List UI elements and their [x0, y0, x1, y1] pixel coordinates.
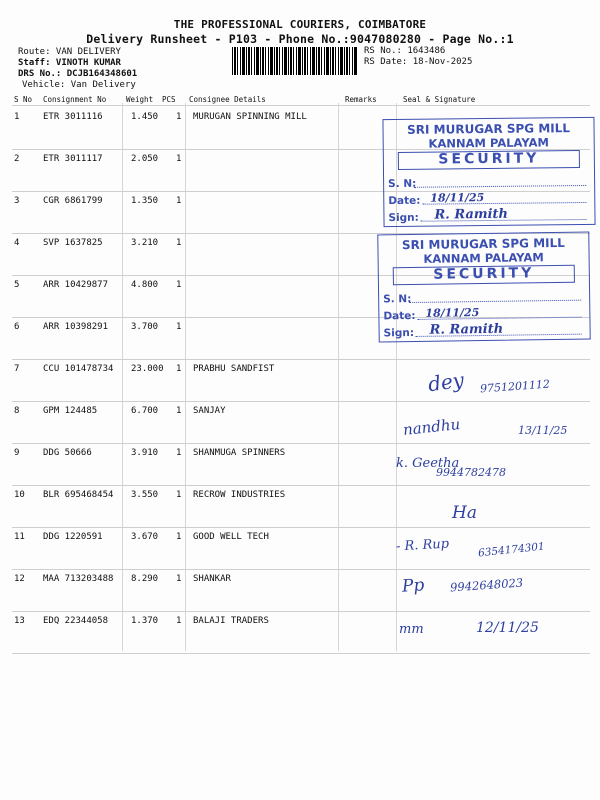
row-weight: 8.290: [131, 574, 159, 584]
row-sno: 12: [14, 574, 25, 584]
row-consignment: GPM 124485: [43, 406, 98, 416]
handwritten-signature: dey: [426, 367, 466, 397]
handwritten-date: 13/11/25: [518, 424, 568, 437]
row-consignment: SVP 1637825: [43, 238, 103, 248]
stamp-mill-name: SRI MURUGAR SPG MILL: [407, 121, 571, 137]
row-sno: 11: [14, 532, 25, 542]
stamp-location: KANNAM PALAYAM: [423, 250, 544, 266]
row-weight: 3.550: [131, 490, 159, 500]
row-consignment: CCU 101478734: [43, 364, 114, 374]
stamp-date-label: Date:: [388, 194, 421, 208]
stamp-location: KANNAM PALAYAM: [428, 135, 549, 151]
row-pcs: 1: [176, 406, 182, 416]
row-rule: [12, 653, 590, 654]
row-consignment: MAA 713203488: [43, 574, 114, 584]
row-consignee: GOOD WELL TECH: [193, 532, 269, 542]
row-sno: 9: [14, 448, 20, 458]
row-consignee: RECROW INDUSTRIES: [193, 490, 286, 500]
row-weight: 3.670: [131, 532, 159, 542]
handwritten-signature: Pp: [401, 575, 425, 597]
rs-date-text: RS Date: 18-Nov-2025: [364, 57, 473, 67]
drs-text: DRS No.: DCJB164348601: [18, 69, 138, 79]
row-pcs: 1: [176, 196, 182, 206]
row-consignment: CGR 6861799: [43, 196, 103, 206]
row-weight: 1.450: [131, 112, 159, 122]
row-pcs: 1: [176, 490, 182, 500]
col-sno: S No: [14, 95, 33, 104]
stamp-date-field: [388, 193, 588, 207]
security-stamp: [377, 232, 590, 343]
stamp-date-written: 18/11/25: [425, 306, 480, 320]
row-weight: 3.210: [131, 238, 159, 248]
rs-no-text: RS No.: 1643486: [364, 46, 446, 56]
handwritten-name: k. Geetha: [396, 456, 460, 471]
row-sno: 8: [14, 406, 20, 416]
runsheet-title: Delivery Runsheet - P103 - Phone No.:9047080280 - Page No.:1: [86, 32, 514, 46]
stamp-signature: R. Ramith: [434, 206, 509, 223]
col-seal: Seal & Signature: [403, 95, 476, 104]
row-weight: 3.700: [131, 322, 159, 332]
table-row: [0, 485, 600, 527]
stamp-mill-name: SRI MURUGAR SPG MILL: [401, 235, 565, 253]
row-consignment: ETR 3011116: [43, 112, 103, 122]
row-weight: 1.370: [131, 616, 159, 626]
table-row: [0, 401, 600, 443]
row-pcs: 1: [176, 112, 182, 122]
row-pcs: 1: [176, 154, 182, 164]
stamp-date-written: 18/11/25: [430, 191, 485, 205]
col-pcs: PCS: [162, 95, 176, 104]
row-sno: 13: [14, 616, 25, 626]
barcode: [232, 47, 358, 75]
handwritten-signature: - R. Rup: [395, 536, 450, 555]
row-weight: 2.050: [131, 154, 159, 164]
stamp-sn-label: S. N:: [388, 177, 417, 191]
row-weight: 23.000: [131, 364, 164, 374]
row-sno: 6: [14, 322, 20, 332]
handwritten-signature: mm: [399, 622, 424, 637]
row-pcs: 1: [176, 322, 182, 332]
stamp-security: SECURITY: [398, 150, 580, 170]
row-sno: 1: [14, 112, 20, 122]
row-consignment: DDG 50666: [43, 448, 92, 458]
stamp-security: SECURITY: [393, 265, 575, 286]
handwritten-phone: 9751201112: [479, 377, 551, 396]
row-consignment: EDQ 22344058: [43, 616, 109, 626]
meta-right: [364, 46, 472, 68]
row-consignee: MURUGAN SPINNING MILL: [193, 112, 307, 122]
row-sno: 3: [14, 196, 20, 206]
row-pcs: 1: [176, 238, 182, 248]
row-consignee: SANJAY: [193, 406, 226, 416]
handwritten-signature: Ha: [452, 503, 477, 523]
stamp-sign-label: Sign:: [383, 326, 415, 340]
row-sno: 2: [14, 154, 20, 164]
stamp-sign-label: Sign:: [388, 211, 419, 225]
row-sno: 4: [14, 238, 20, 248]
meta-left: [18, 47, 137, 91]
row-weight: 4.800: [131, 280, 159, 290]
row-consignee: SHANMUGA SPINNERS: [193, 448, 286, 458]
stamp-sn-field: [388, 176, 588, 190]
col-remarks: Remarks: [345, 95, 377, 104]
handwritten-date: 12/11/25: [476, 620, 539, 636]
col-consignee: Consignee Details: [189, 95, 266, 104]
row-consignee: BALAJI TRADERS: [193, 616, 269, 626]
row-sno: 5: [14, 280, 20, 290]
row-sno: 10: [14, 490, 25, 500]
row-weight: 6.700: [131, 406, 159, 416]
col-consignment: Consignment No: [43, 95, 107, 104]
row-consignee: SHANKAR: [193, 574, 231, 584]
handwritten-phone: 6354174301: [477, 540, 546, 560]
stamp-sn-label: S. N:: [383, 293, 412, 306]
table-row: [0, 443, 600, 485]
stamp-sign-field: [383, 321, 584, 340]
stamp-signature: R. Ramith: [429, 321, 504, 338]
row-pcs: 1: [176, 574, 182, 584]
handwritten-name: nandhu: [402, 415, 461, 439]
row-weight: 1.350: [131, 196, 159, 206]
route-text: Route: VAN DELIVERY: [18, 47, 121, 57]
row-weight: 3.910: [131, 448, 159, 458]
row-pcs: 1: [176, 532, 182, 542]
row-pcs: 1: [176, 364, 182, 374]
row-consignment: BLR 695468454: [43, 490, 114, 500]
col-weight: Weight: [126, 95, 154, 104]
table-header: [0, 95, 600, 105]
stamp-date-label: Date:: [383, 309, 416, 323]
stamp-sign-field: [388, 206, 588, 225]
security-stamp: [382, 117, 595, 227]
header-rule: [12, 105, 590, 106]
handwritten-phone: 9942648023: [449, 575, 524, 595]
row-consignment: DDG 1220591: [43, 532, 103, 542]
row-consignment: ETR 3011117: [43, 154, 103, 164]
company-title: THE PROFESSIONAL COURIERS, COIMBATORE: [173, 18, 427, 31]
row-pcs: 1: [176, 448, 182, 458]
row-consignment: ARR 10429877: [43, 280, 109, 290]
row-pcs: 1: [176, 280, 182, 290]
row-sno: 7: [14, 364, 20, 374]
handwritten-phone: 9944782478: [436, 466, 506, 479]
row-pcs: 1: [176, 616, 182, 626]
stamp-sn-field: [383, 291, 583, 306]
staff-text: Staff: VINOTH KUMAR: [18, 58, 121, 68]
row-consignee: PRABHU SANDFIST: [193, 364, 275, 374]
row-consignment: ARR 10398291: [43, 322, 109, 332]
vehicle-text: Vehicle: Van Delivery: [22, 80, 136, 90]
stamp-date-field: [383, 308, 583, 323]
